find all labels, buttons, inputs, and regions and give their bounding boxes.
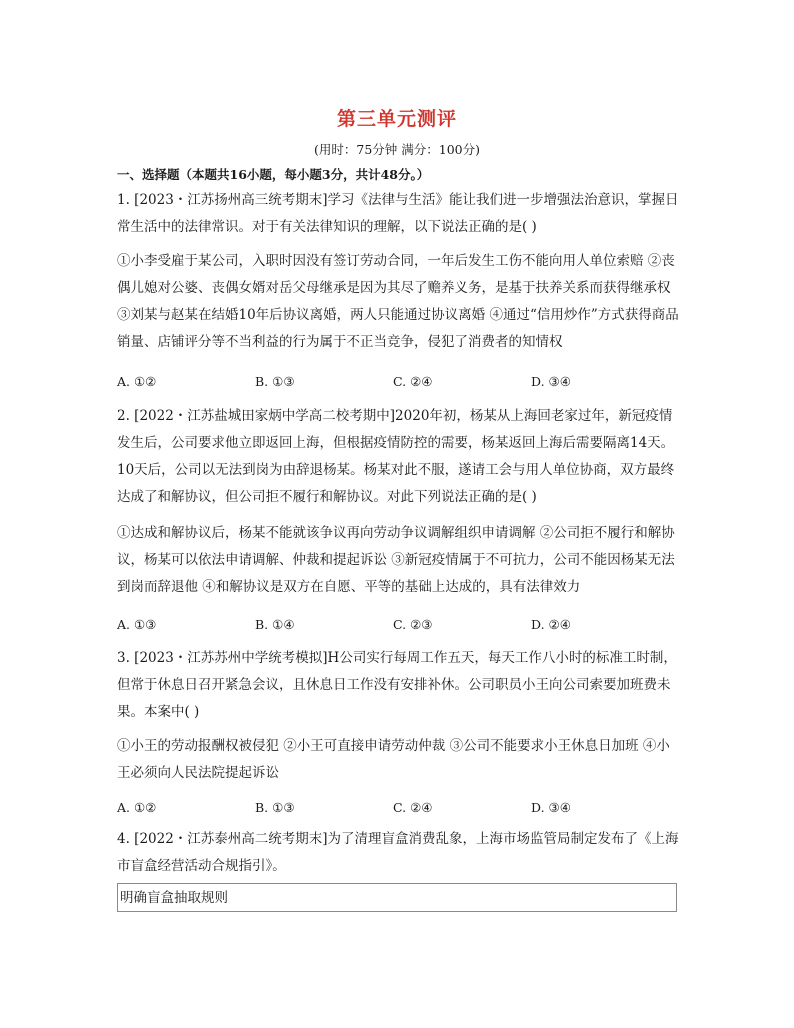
question-4-material-box: 明确盲盒抽取规则 <box>117 883 677 912</box>
question-1-options <box>117 374 682 394</box>
question-3-statements-text: ①小王的劳动报酬权被侵犯 ②小王可直接申请劳动仲裁 ③公司不能要求小王休息日加班 ④小王必须向人民法院提起诉讼 <box>117 738 670 781</box>
question-2-option-a[interactable]: A. ①③ <box>117 617 157 632</box>
question-2-option-b[interactable]: B. ①④ <box>255 617 295 632</box>
question-2-stem-text: 2. [2022・江苏盐城田家炳中学高二校考期中]2020年初，杨某从上海回老家过年，新冠疫情发生后，公司要求他立即返回上海，但根据疫情防控的需要，杨某返回上海后需要隔离14天。10天后，公司以无法到岗为由辞退杨某。杨某对此不服，遂请工会与用人单位协商，双方最终达成了和解协议，但公司拒不履行和解协议。对此下列说法正确的是( ) <box>117 408 675 505</box>
page-title: 第三单元测评 <box>336 108 457 130</box>
question-3-statements <box>117 733 682 787</box>
question-2-option-c[interactable]: C. ②③ <box>393 617 433 632</box>
question-3-option-d[interactable]: D. ③④ <box>531 800 571 815</box>
question-3-stem-text: 3. [2023・江苏苏州中学统考模拟]H公司实行每周工作五天，每天工作八小时的标准工时制，但常于休息日召开紧急会议，且休息日工作没有安排补休。公司职员小王向公司索要加班费未果。本案中( ) <box>117 650 677 720</box>
question-1-statements <box>117 248 682 356</box>
question-3-option-c[interactable]: C. ②④ <box>393 800 433 815</box>
question-3-option-b[interactable]: B. ①③ <box>255 800 295 815</box>
question-1-option-a[interactable]: A. ①② <box>117 374 157 389</box>
question-3-option-a[interactable]: A. ①② <box>117 800 157 815</box>
question-1-option-d[interactable]: D. ③④ <box>531 374 571 389</box>
question-1-option-b[interactable]: B. ①③ <box>255 374 295 389</box>
question-1-statements-text: ①小李受雇于某公司，入职时因没有签订劳动合同，一年后发生工伤不能向用人单位索赔 ②丧偶儿媳对公婆、丧偶女婿对岳父母继承是因为其尽了赡养义务，是基于扶养关系而获得继承权 ③刘某与赵某在结婚10年后协议离婚，两人只能通过协议离婚 ④通过“信用炒作”方式获得商品销量、店铺评分等不当利益的行为属于不正当竞争，侵犯了消费者的知情权 <box>117 253 679 350</box>
question-1-stem <box>117 187 682 241</box>
question-2-stem <box>117 403 682 511</box>
exam-meta: (用时：75分钟 满分：100分) <box>314 142 480 157</box>
question-4-stem-text: 4. [2022・江苏泰州高二统考期末]为了清理盲盒消费乱象，上海市场监管局制定发布了《上海市盲盒经营活动合规指引》。 <box>117 831 679 874</box>
question-3-options <box>117 800 682 820</box>
question-3-stem <box>117 645 682 726</box>
question-2-statements <box>117 520 682 601</box>
question-1-option-c[interactable]: C. ②④ <box>393 374 433 389</box>
question-2-statements-text: ①达成和解协议后，杨某不能就该争议再向劳动争议调解组织申请调解 ②公司拒不履行和解协议，杨某可以依法申请调解、仲裁和提起诉讼 ③新冠疫情属于不可抗力，公司不能因杨某无法到岗而辞退他 ④和解协议是双方在自愿、平等的基础上达成的，具有法律效力 <box>117 525 675 595</box>
question-2-options <box>117 617 682 637</box>
question-2-option-d[interactable]: D. ②④ <box>531 617 571 632</box>
question-4-stem <box>117 826 682 880</box>
section-heading: 一、选择题（本题共16小题，每小题3分，共计48分。） <box>117 167 430 182</box>
question-1-stem-text: 1. [2023・江苏扬州高三统考期末]学习《法律与生活》能让我们进一步增强法治意识，掌握日常生活中的法律常识。对于有关法律知识的理解，以下说法正确的是( ) <box>117 192 679 235</box>
